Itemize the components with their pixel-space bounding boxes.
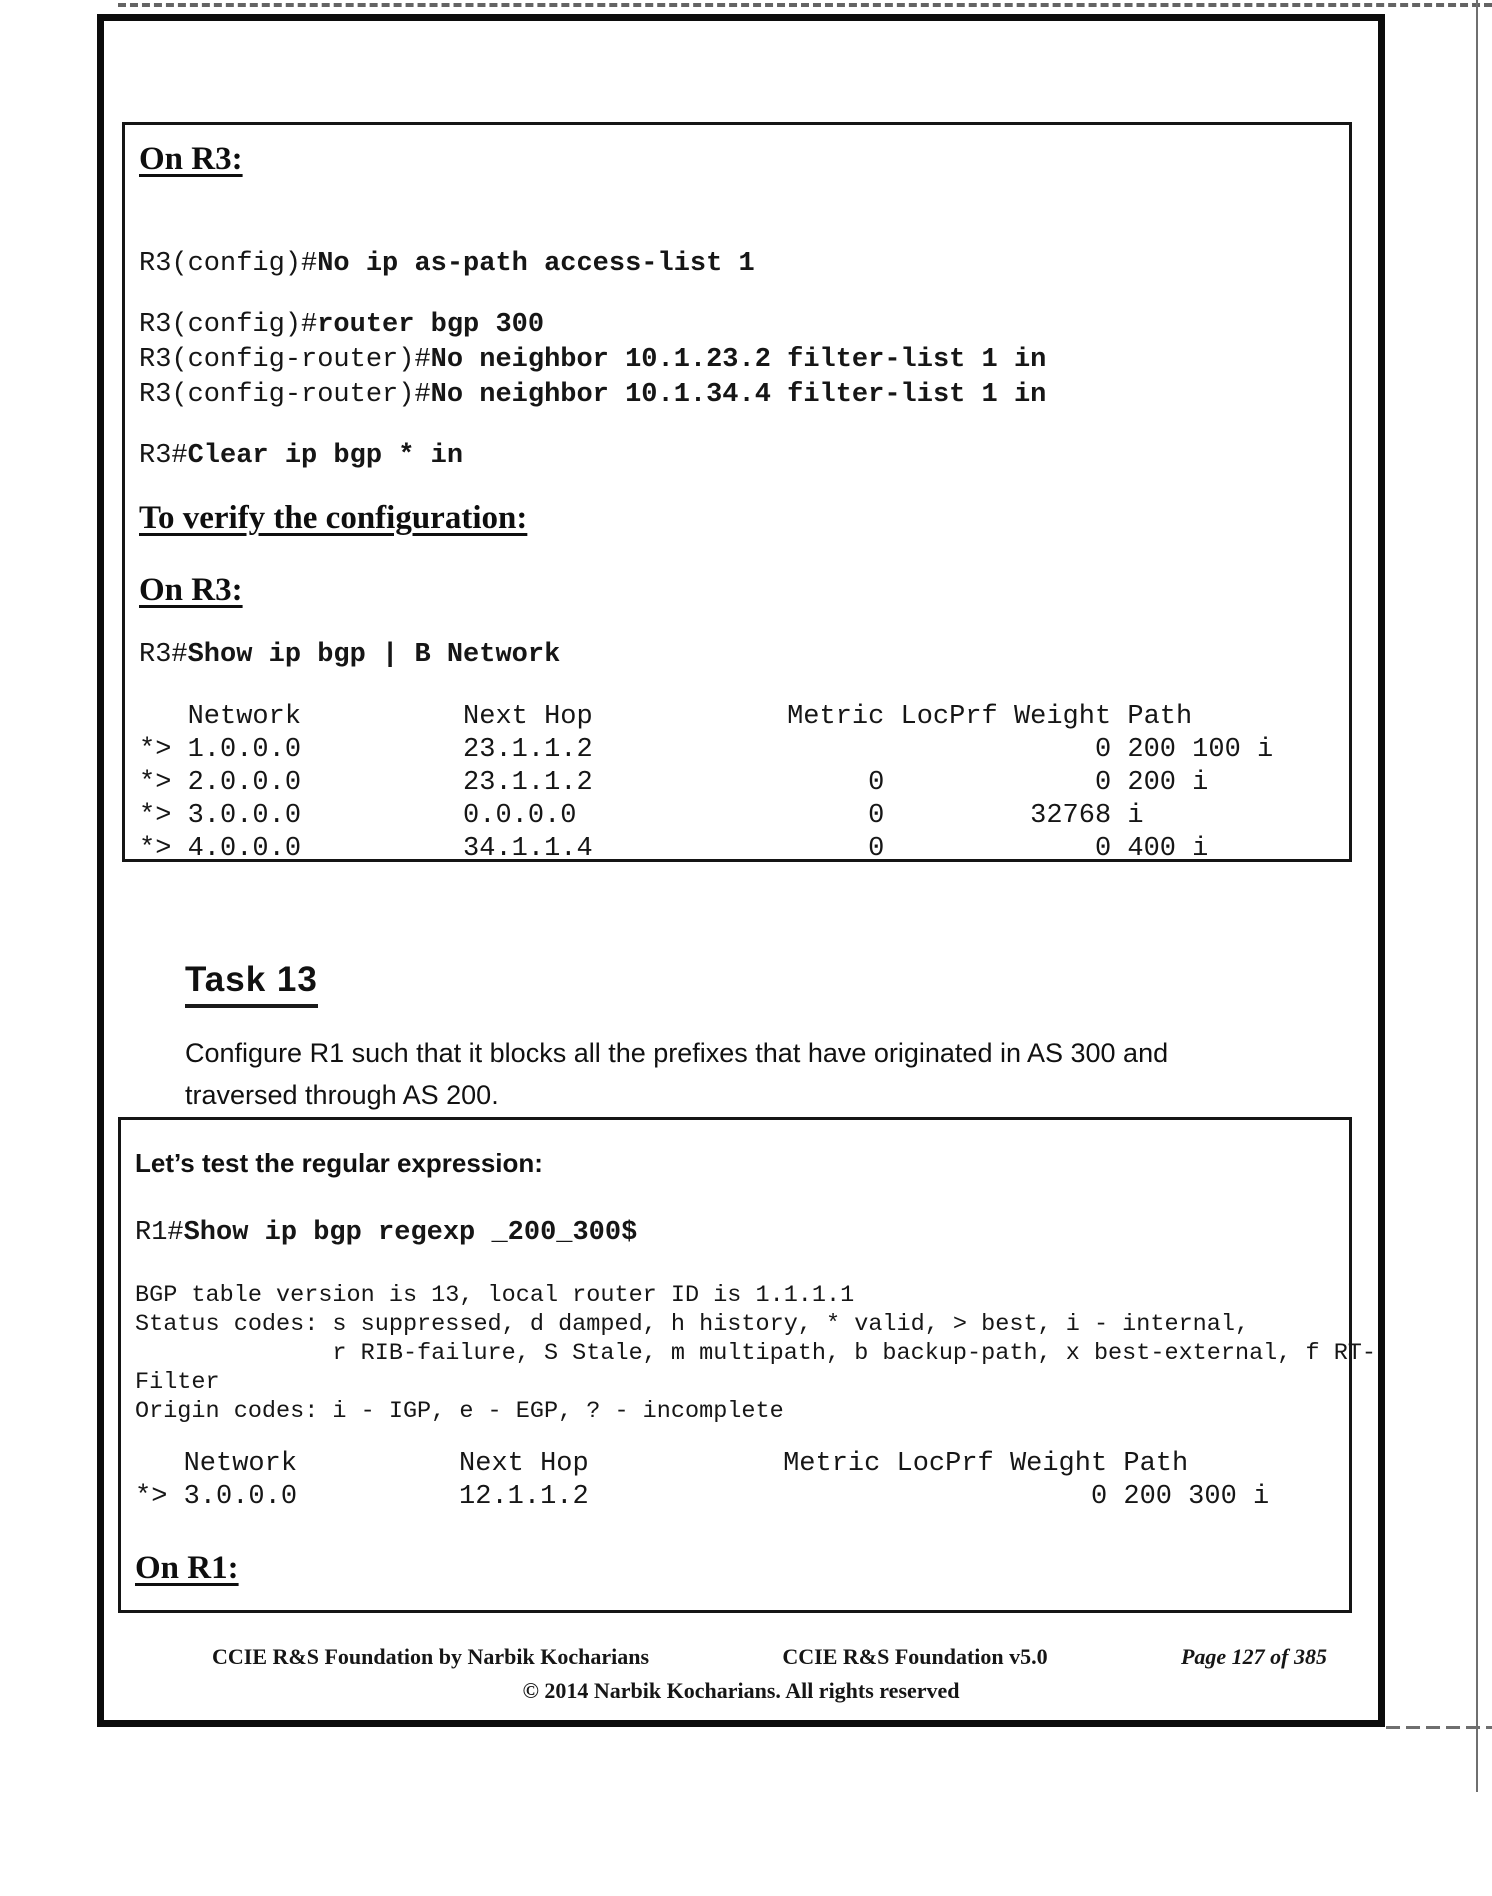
config-line-neighbor-2	[139, 378, 1349, 413]
bgp-table-row: *> 3.0.0.0 12.1.1.2 0 200 300 i	[135, 1482, 1270, 1512]
bgp-output-line: r RIB-failure, S Stale, m multipath, b backup-path, x best-external, f RT-	[135, 1340, 1377, 1367]
verify-heading	[139, 498, 1349, 542]
prompt-text: R3(config)#	[139, 310, 318, 340]
command-text: router bgp 300	[317, 310, 545, 340]
prompt-text: R3(config)#	[139, 249, 318, 279]
scan-artifact-top-line	[118, 3, 1492, 7]
bgp-output-line: Origin codes: i - IGP, e - EGP, ? - incomplete	[135, 1398, 784, 1425]
config-box	[122, 122, 1352, 862]
regex-intro: Let’s test the regular expression:	[135, 1148, 543, 1178]
config-line-router-bgp	[139, 308, 1349, 343]
task-description: Configure R1 such that it blocks all the prefixes that have originated in AS 300 and traversed through AS 200.	[185, 1038, 1169, 1110]
config-line-aspath	[139, 247, 1349, 282]
command-text: No ip as-path access-list 1	[317, 249, 755, 279]
bgp-table-row: *> 3.0.0.0 0.0.0.0 0 32768 i	[139, 801, 1144, 831]
footer-copyright: © 2014 Narbik Kocharians. All rights reserved	[522, 1678, 960, 1703]
command-text: Show ip bgp | B Network	[187, 640, 561, 670]
command-text: Clear ip bgp * in	[187, 441, 464, 471]
task-title: Task 13	[185, 960, 318, 1008]
heading-on-r1	[135, 1548, 1349, 1592]
prompt-text: R3(config-router)#	[139, 380, 431, 410]
scan-artifact-bottom-line	[1386, 1726, 1492, 1729]
scan-artifact-right-line	[1476, 0, 1478, 1792]
prompt-text: R3#	[139, 640, 188, 670]
command-text: Show ip bgp regexp _200_300$	[183, 1218, 638, 1248]
show-command-line	[139, 638, 1349, 673]
prompt-text: R3#	[139, 441, 188, 471]
heading-on-r3	[139, 139, 1349, 183]
bgp-table-header: Network Next Hop Metric LocPrf Weight Path	[139, 702, 1193, 732]
page-footer	[97, 1644, 1385, 1670]
config-line-clear	[139, 439, 1349, 474]
command-text: No neighbor 10.1.23.2 filter-list 1 in	[430, 345, 1047, 375]
footer-page-number: Page 127 of 385	[1180, 1644, 1327, 1669]
bgp-table-row: *> 4.0.0.0 34.1.1.4 0 0 400 i	[139, 834, 1209, 864]
footer-center: CCIE R&S Foundation v5.0	[782, 1644, 1048, 1669]
regex-command-line	[135, 1216, 1349, 1251]
prompt-text: R1#	[135, 1218, 184, 1248]
bgp-output-line: Filter	[135, 1369, 220, 1396]
bgp-table-row: *> 1.0.0.0 23.1.1.2 0 200 100 i	[139, 735, 1274, 765]
command-text: No neighbor 10.1.34.4 filter-list 1 in	[430, 380, 1047, 410]
bgp-output-block	[135, 1281, 1377, 1426]
heading-on-r3-label: On R3:	[139, 141, 243, 177]
footer-left: CCIE R&S Foundation by Narbik Kocharians	[212, 1644, 650, 1669]
heading-on-r3-2-label: On R3:	[139, 572, 243, 608]
bgp-table-header: Network Next Hop Metric LocPrf Weight Path	[135, 1449, 1189, 1479]
heading-on-r3-2	[139, 570, 1349, 614]
bgp-table-row: *> 2.0.0.0 23.1.1.2 0 0 200 i	[139, 768, 1209, 798]
heading-on-r1-label: On R1:	[135, 1550, 239, 1586]
regex-box	[118, 1117, 1377, 1613]
config-line-neighbor-1	[139, 343, 1349, 378]
bgp-output-line: BGP table version is 13, local router ID is 1.1.1.1	[135, 1282, 855, 1309]
bgp-output-line: Status codes: s suppressed, d damped, h history, * valid, > best, i - internal,	[135, 1311, 1250, 1338]
verify-heading-label: To verify the configuration:	[139, 500, 528, 536]
prompt-text: R3(config-router)#	[139, 345, 431, 375]
